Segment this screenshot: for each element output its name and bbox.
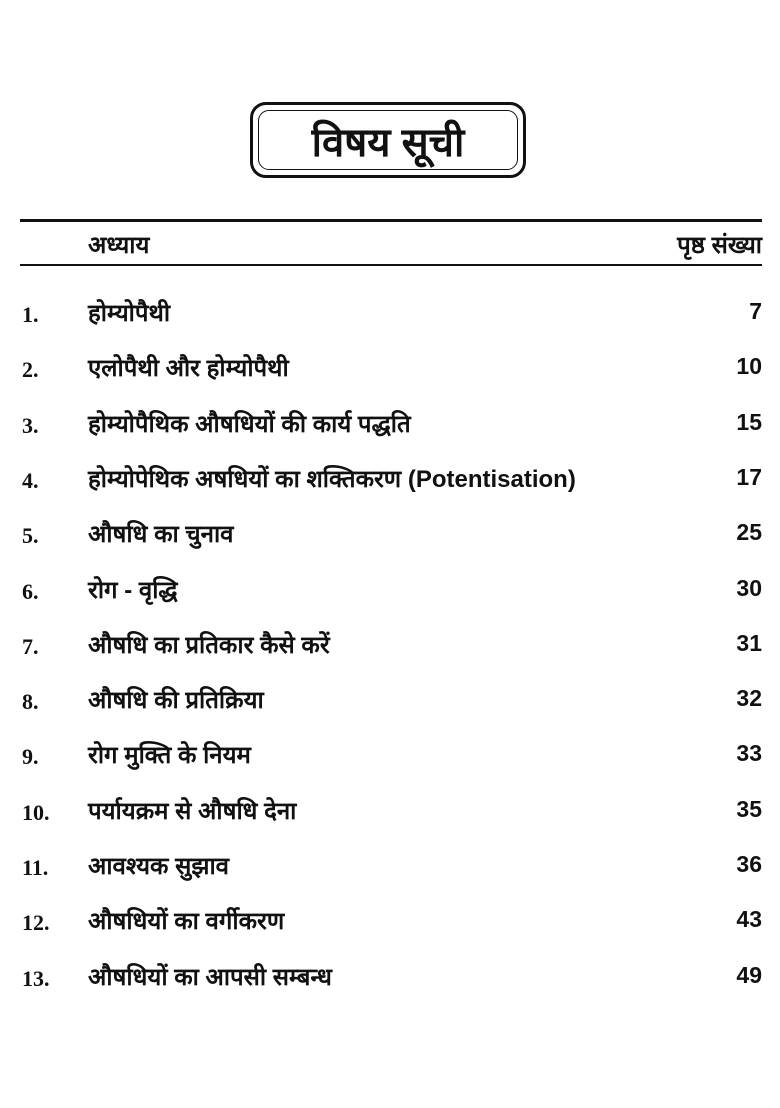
entry-number: 2. [22,357,39,383]
entry-number: 9. [22,744,39,770]
toc-entry[interactable] [0,849,780,889]
toc-entry[interactable] [0,462,780,502]
entry-number: 1. [22,302,39,327]
entry-page: 32 [736,685,762,712]
page-title: विषय सूची [258,110,518,170]
entry-page: 33 [736,740,762,767]
entry-title: आवश्यक सुझाव [88,853,230,880]
entry-title: औषधियों का वर्गीकरण [88,908,285,936]
entry-page: 17 [736,463,762,490]
header-bottom-rule [20,264,762,266]
entry-number: 12. [22,910,50,936]
toc-entry[interactable] [0,794,780,834]
toc-entry[interactable] [0,628,780,668]
toc-entry[interactable] [0,960,780,1000]
toc-entry[interactable] [0,517,780,557]
entry-page: 10 [736,353,762,380]
entry-title: होम्योपैथिक औषधियों की कार्य पद्धति [88,410,411,438]
entry-page: 7 [749,298,762,324]
toc-entry[interactable] [0,738,780,778]
page-column-header: पृष्ठ संख्या [677,232,762,259]
entry-title: औषधि का चुनाव [88,521,234,549]
entry-number: 10. [22,799,50,825]
entry-title: होम्योपैथी [88,300,171,327]
entry-page: 35 [736,795,762,822]
entry-title: औषधि की प्रतिक्रिया [88,687,264,715]
entry-page: 49 [736,961,762,988]
entry-number: 11. [22,855,49,880]
entry-number: 4. [22,467,39,493]
entry-page: 30 [736,574,762,601]
entry-page: 36 [736,851,762,877]
toc-entry[interactable] [0,351,780,391]
entry-number: 7. [22,633,39,659]
title-frame [250,102,526,178]
entry-number: 3. [22,412,39,438]
entry-number: 6. [22,578,39,604]
toc-entry[interactable] [0,296,780,336]
entry-number: 5. [22,523,39,549]
chapter-column-header: अध्याय [88,232,150,259]
toc-entry[interactable] [0,573,780,613]
entry-page: 15 [736,408,762,435]
entry-page: 31 [736,629,762,656]
header-top-rule [20,219,762,222]
entry-page: 25 [736,519,762,546]
entry-number: 13. [22,965,50,991]
toc-entry[interactable] [0,407,780,447]
toc-entry[interactable] [0,683,780,723]
entry-title: पर्यायक्रम से औषधि देना [88,797,297,825]
entry-title: रोग - वृद्धि [88,576,178,604]
entry-title: औषधि का प्रतिकार कैसे करें [88,631,330,659]
entry-number: 8. [22,689,39,715]
entry-title: होम्योपेथिक अषधियों का शक्तिकरण (Potentisation) [88,465,576,493]
toc-entry[interactable] [0,904,780,944]
entry-title: औषधियों का आपसी सम्बन्ध [88,963,332,991]
entry-page: 43 [736,906,762,933]
entry-title: रोग मुक्ति के नियम [88,742,251,770]
entry-title: एलोपैथी और होम्योपैथी [88,355,289,383]
